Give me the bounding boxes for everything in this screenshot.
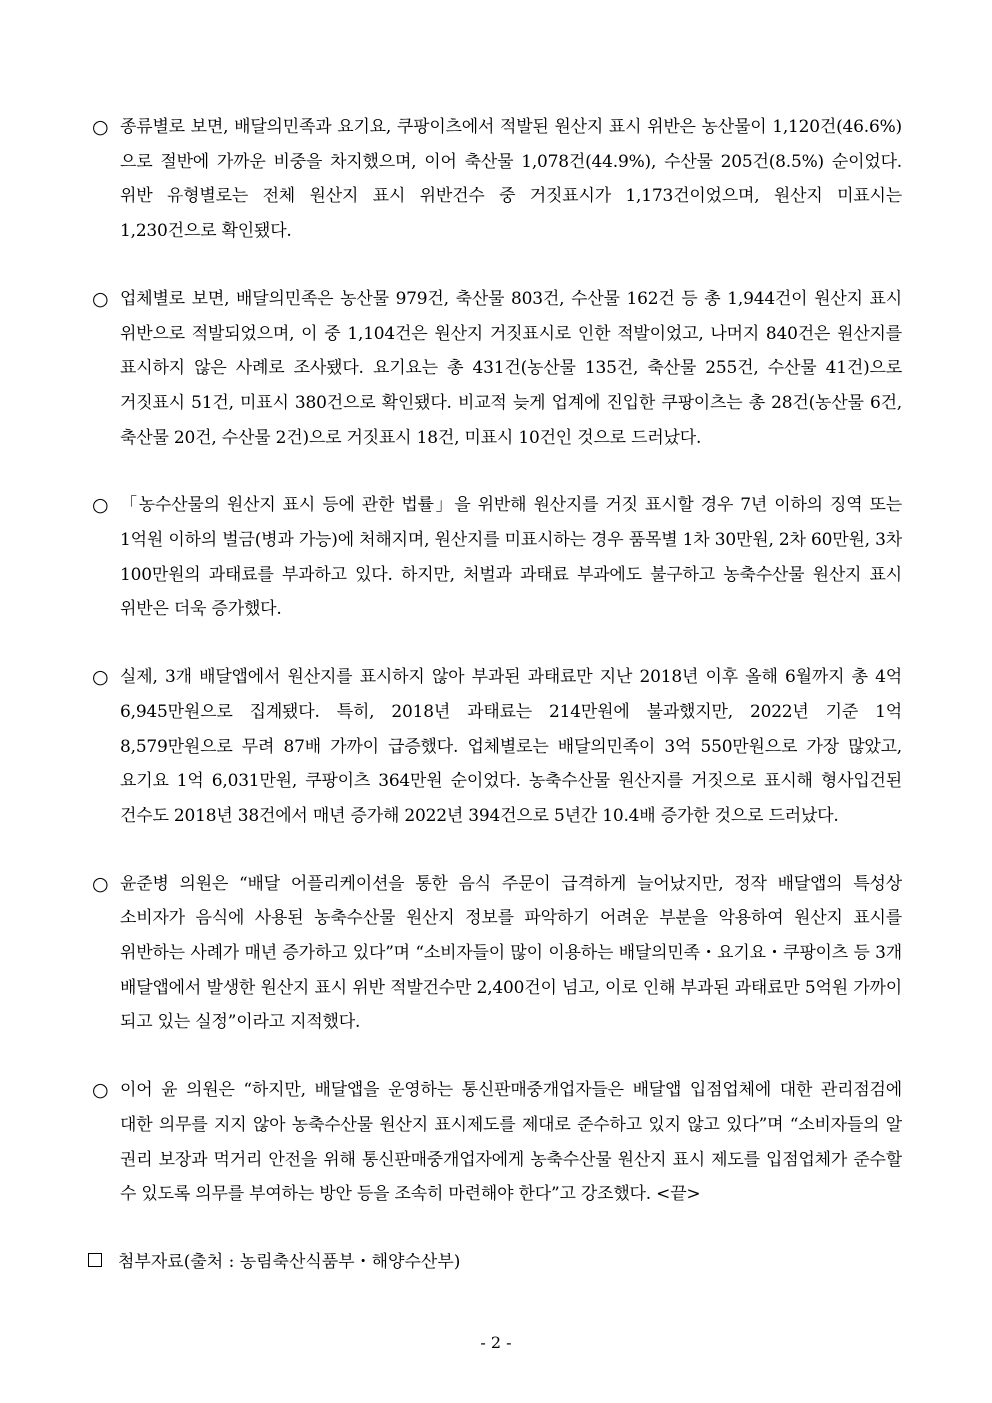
- checkbox-square-icon: [88, 1253, 102, 1267]
- circle-bullet-icon: ○: [92, 287, 109, 310]
- paragraph-text: 「농수산물의 원산지 표시 등에 관한 법률」을 위반해 원산지를 거짓 표시할 경우 7년 이하의 징역 또는 1억원 이하의 벌금(병과 가능)에 처해지며, 원산지를 미표시하는 경우 품목별 1차 30만원, 2차 60만원, 3차 100만원의 과태료를 부과하고 있다. 하지만, 처벌과 과태료 부과에도 불구하고 농축수산물 원산지 표시 위반은 더욱 증가했다.: [120, 495, 902, 620]
- circle-bullet-icon: ○: [92, 116, 109, 138]
- paragraph-6: [92, 1073, 902, 1212]
- paragraph-text: 업체별로 보면, 배달의민족은 농산물 979건, 축산물 803건, 수산물 162건 등 총 1,944건이 원산지 표시 위반으로 적발되었으며, 이 중 1,104건은 원산지 거짓표시로 인한 적발이었고, 나머지 840건은 원산지를 표시하지 않은 사례로 조사됐다. 요기요는 총 431건(농산물 135건, 축산물 255건, 수산물 41건)으로 거짓표시 51건, 미표시 380건으로 확인됐다. 비교적 늦게 업계에 진입한 쿠팡이츠는 총 28건(농산물 6건, 축산물 20건, 수산물 2건)으로 거짓표시 18건, 미표시 10건인 것으로 드러났다.: [120, 288, 902, 448]
- paragraph-text: 이어 윤 의원은 “하지만, 배달앱을 운영하는 통신판매중개업자들은 배달앱 입점업체에 대한 관리점검에 대한 의무를 지지 않아 농축수산물 원산지 표시제도를 제대로 준수하고 있지 않고 있다”며 “소비자들의 알 권리 보장과 먹거리 안전을 위해 통신판매중개업자에게 농축수산물 원산지 표시 제도를 입점업체가 준수할 수 있도록 의무를 부여하는 방안 등을 조속히 마련해야 한다”고 강조했다. <끝>: [120, 1080, 902, 1205]
- body-paragraphs: [92, 110, 902, 1212]
- paragraph-text: 종류별로 보면, 배달의민족과 요기요, 쿠팡이츠에서 적발된 원산지 표시 위반은 농산물이 1,120건(46.6%)으로 절반에 가까운 비중을 차지했으며, 이어 축산물 1,078건(44.9%), 수산물 205건(8.5%) 순이었다. 위반 유형별로는 전체 원산지 표시 위반건수 중 거짓표시가 1,173건이었으며, 원산지 미표시는 1,230건으로 확인됐다.: [120, 117, 902, 242]
- circle-bullet-icon: ○: [92, 494, 109, 517]
- attachment-text: 첨부자료(출처 : 농림축산식품부・해양수산부): [118, 1251, 461, 1272]
- paragraph-1: [92, 110, 902, 249]
- circle-bullet-icon: ○: [92, 1079, 109, 1102]
- paragraph-3: [92, 488, 902, 627]
- paragraph-4: [92, 660, 902, 834]
- paragraph-5: [92, 867, 902, 1041]
- circle-bullet-icon: ○: [92, 666, 109, 689]
- paragraph-2: [92, 282, 902, 456]
- circle-bullet-icon: ○: [92, 872, 109, 895]
- paragraph-text: 실제, 3개 배달앱에서 원산지를 표시하지 않아 부과된 과태료만 지난 2018년 이후 올해 6월까지 총 4억 6,945만원으로 집계됐다. 특히, 2018년 과태료는 214만원에 불과했지만, 2022년 기준 1억 8,579만원으로 무려 87배 가까이 급증했다. 업체별로는 배달의민족이 3억 550만원으로 가장 많았고, 요기요 1억 6,031만원, 쿠팡이츠 364만원 순이었다. 농축수산물 원산지를 거짓으로 표시해 형사입건된 건수도 2018년 38건에서 매년 증가해 2022년 394건으로 5년간 10.4배 증가한 것으로 드러났다.: [120, 667, 902, 826]
- paragraph-text: 윤준병 의원은 “배달 어플리케이션을 통한 음식 주문이 급격하게 늘어났지만, 정작 배달앱의 특성상 소비자가 음식에 사용된 농축수산물 원산지 정보를 파악하기 어려운 부분을 악용하여 원산지 표시를 위반하는 사례가 매년 증가하고 있다”며 “소비자들이 많이 이용하는 배달의민족・요기요・쿠팡이츠 등 3개 배달앱에서 발생한 원산지 표시 위반 적발건수만 2,400건이 넘고, 이로 인해 부과된 과태료만 5억원 가까이 되고 있는 실정”이라고 지적했다.: [120, 873, 902, 1033]
- attachment-note: [88, 1245, 902, 1279]
- page-number: - 2 -: [480, 1333, 512, 1352]
